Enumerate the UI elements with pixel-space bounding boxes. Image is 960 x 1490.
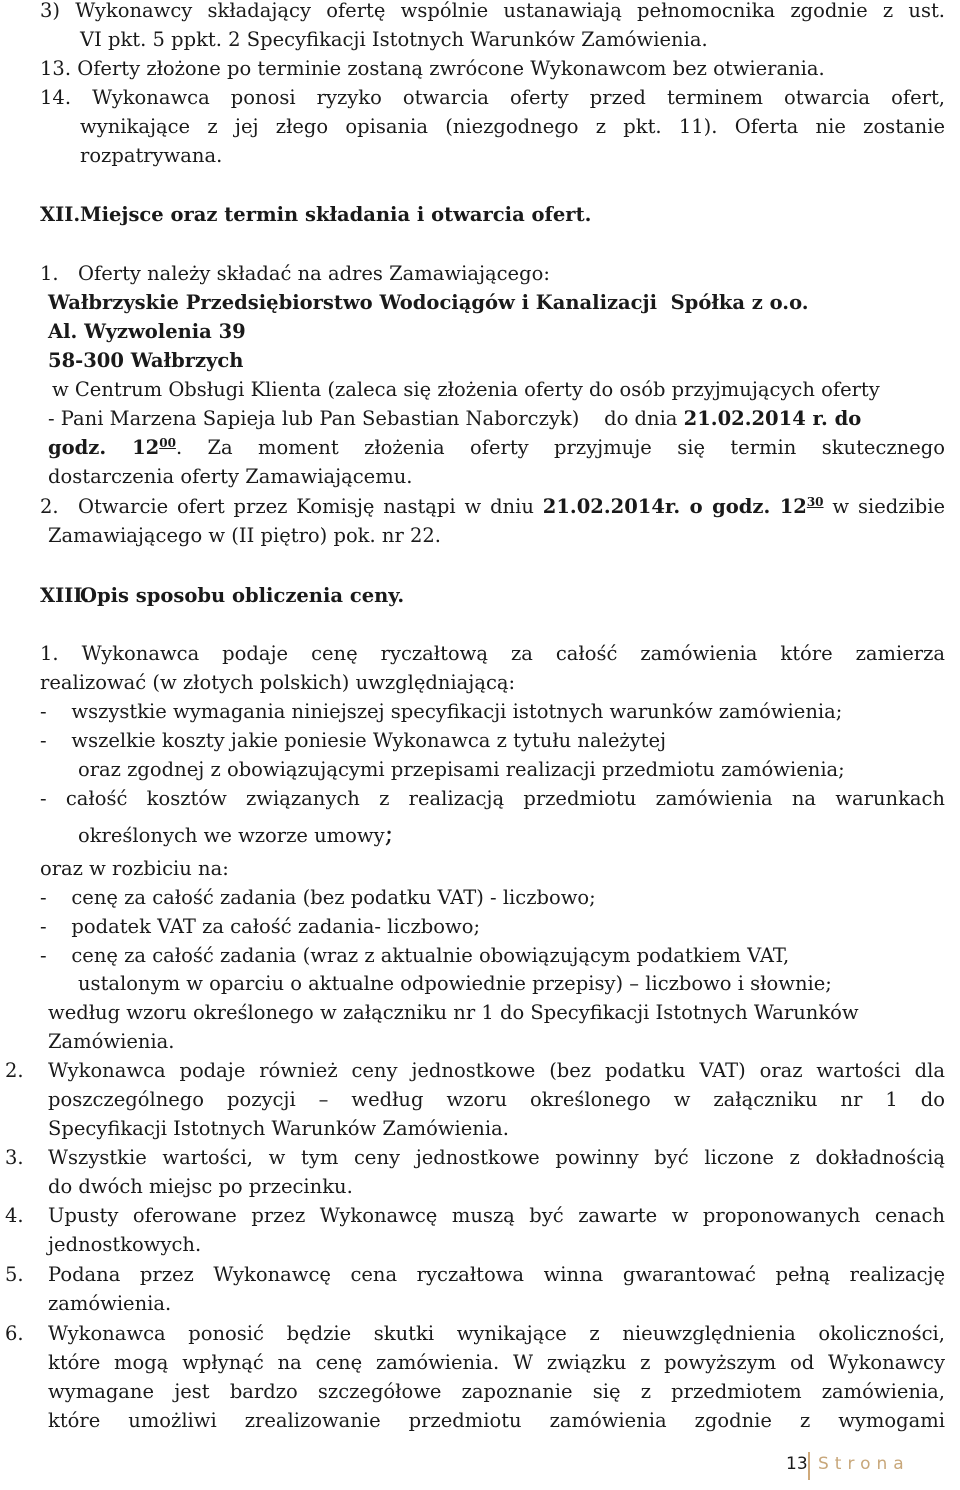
para-3-line-1: 3) Wykonawcy składający ofertę wspólnie ustanawiają pełnomocnika zgodnie z ust. — [40, 0, 945, 22]
page-label-text: Strona — [818, 1454, 910, 1474]
item-xiii-5-line-2: zamówienia. — [48, 1292, 172, 1315]
section-xiii-title: Opis sposobu obliczenia ceny. — [80, 584, 405, 607]
item-xiii-1-line-12: ustalonym w oparciu o aktualne odpowiednie przepisy) – liczbowo i słownie; — [78, 972, 832, 995]
item-xiii-4-line-1: Upusty oferowane przez Wykonawcę muszą być zawarte w proponowanych cenach — [48, 1204, 945, 1227]
item-xii-1-number: 1. — [40, 262, 59, 285]
item-xiii-3-line-1: Wszystkie wartości, w tym ceny jednostkowe powinny być liczone z dokładnością — [48, 1146, 945, 1169]
item-xii-2-number: 2. — [40, 495, 59, 518]
para-14-line-2: wynikające z jej złego opisania (niezgodnego z pkt. 11). Oferta nie zostanie — [80, 115, 945, 138]
opening-date: 21.02.2014r. o godz. 12 — [542, 495, 807, 518]
item-xiii-1-line-13: według wzoru określonego w załączniku nr 1 do Specyfikacji Istotnych Warunków — [48, 1001, 859, 1024]
item-xii-2-line-1-end: w siedzibie — [823, 495, 945, 518]
item-xii-1-line-7-text: . Za moment złożenia oferty przyjmuje się termin skutecznego — [175, 436, 945, 459]
deadline-date: 21.02.2014 r. do — [683, 407, 862, 430]
item-xiii-2-line-3: Specyfikacji Istotnych Warunków Zamówienia. — [48, 1117, 509, 1140]
opening-minutes: 30 — [806, 495, 824, 509]
item-xiii-1-line-7 — [78, 820, 393, 850]
item-xii-1-line-1: Oferty należy składać na adres Zamawiającego: — [78, 262, 550, 285]
item-xii-1-line-7 — [48, 434, 945, 462]
item-xiii-1-line-1: 1. Wykonawca podaje cenę ryczałtową za całość zamówienia które zamierza — [40, 642, 945, 665]
page-number: 13 — [786, 1454, 808, 1474]
section-xii-title: Miejsce oraz termin składania i otwarcia ofert. — [80, 203, 592, 226]
item-xiii-1-line-14: Zamówienia. — [48, 1030, 175, 1053]
item-xiii-1-line-7-text: określonych we wzorze umowy — [78, 824, 385, 847]
item-xii-2-line-1 — [78, 493, 945, 521]
item-xiii-6-line-4: które umożliwi zrealizowanie przedmiotu zamówienia zgodnie z wymogami — [48, 1409, 945, 1432]
item-xiii-6-line-2: które mogą wpłynąć na cenę zamówienia. W związku z powyższym od Wykonawcy — [48, 1351, 945, 1374]
item-xiii-1-line-9: - cenę za całość zadania (bez podatku VAT) - liczbowo; — [40, 886, 596, 909]
company-street: Al. Wyzwolenia 39 — [48, 320, 246, 343]
item-xiii-2-line-1: Wykonawca podaje również ceny jednostkowe (bez podatku VAT) oraz wartości dla — [48, 1059, 945, 1082]
para-3-line-2: VI pkt. 5 ppkt. 2 Specyfikacji Istotnych Warunków Zamówienia. — [80, 28, 708, 51]
item-xiii-3-line-2: do dwóch miejsc po przecinku. — [48, 1175, 353, 1198]
item-xiii-6-line-1: Wykonawca ponosić będzie skutki wynikające z nieuwzględnienia okoliczności, — [48, 1322, 945, 1345]
item-xii-2-line-2: Zamawiającego w (II piętro) pok. nr 22. — [48, 524, 441, 547]
item-xiii-4-number: 4. — [5, 1204, 24, 1227]
item-xiii-1-line-6: - całość kosztów związanych z realizacją przedmiotu zamówienia na warunkach — [40, 787, 945, 810]
item-xiii-1-line-4: - wszelkie koszty jakie poniesie Wykonawca z tytułu należytej — [40, 729, 667, 752]
item-xiii-1-line-11: - cenę za całość zadania (wraz z aktualnie obowiązującym podatkiem VAT, — [40, 944, 790, 967]
item-xii-1-line-5: w Centrum Obsługi Klienta (zaleca się złożenia oferty do osób przyjmujących oferty — [52, 378, 880, 401]
item-xii-1-line-6-text: - Pani Marzena Sapieja lub Pan Sebastian Naborczyk) do dnia — [48, 407, 684, 430]
section-xiii-number: XIII. — [40, 584, 90, 607]
item-xiii-1-line-8: oraz w rozbiciu na: — [40, 857, 229, 880]
item-xii-1-line-6 — [48, 405, 861, 433]
item-xiii-5-number: 5. — [5, 1263, 24, 1286]
para-13: 13. Oferty złożone po terminie zostaną zwrócone Wykonawcom bez otwierania. — [40, 57, 825, 80]
item-xiii-1-line-3: - wszystkie wymagania niniejszej specyfikacji istotnych warunków zamówienia; — [40, 700, 843, 723]
item-xiii-1-line-7-semicolon: ; — [384, 819, 394, 849]
item-xiii-2-line-2: poszczególnego pozycji – według wzoru określonego w załączniku nr 1 do — [48, 1088, 945, 1111]
para-14-line-3: rozpatrywana. — [80, 144, 223, 167]
page-label — [818, 1454, 910, 1474]
para-14-line-1: 14. Wykonawca ponosi ryzyko otwarcia oferty przed terminem otwarcia ofert, — [40, 86, 945, 109]
item-xiii-1-line-10: - podatek VAT za całość zadania- liczbowo; — [40, 915, 481, 938]
item-xiii-2-number: 2. — [5, 1059, 24, 1082]
deadline-hour: godz. 12 — [48, 436, 160, 459]
item-xiii-1-line-5: oraz zgodnej z obowiązującymi przepisami realizacji przedmiotu zamówienia; — [78, 758, 845, 781]
item-xiii-5-line-1: Podana przez Wykonawcę cena ryczałtowa winna gwarantować pełną realizację — [48, 1263, 945, 1286]
section-xii-number: XII. — [40, 203, 81, 226]
item-xiii-4-line-2: jednostkowych. — [48, 1233, 202, 1256]
company-name: Wałbrzyskie Przedsiębiorstwo Wodociągów i Kanalizacji Spółka z o.o. — [48, 291, 809, 314]
item-xiii-3-number: 3. — [5, 1146, 24, 1169]
item-xiii-1-line-2: realizować (w złotych polskich) uwzględniającą: — [40, 671, 516, 694]
deadline-minutes: 00 — [159, 436, 176, 450]
item-xii-1-line-8: dostarczenia oferty Zamawiającemu. — [48, 465, 413, 488]
item-xiii-6-line-3: wymagane jest bardzo szczegółowe zapoznanie się z przedmiotem zamówienia, — [48, 1380, 945, 1403]
footer-divider — [808, 1452, 810, 1480]
company-city: 58-300 Wałbrzych — [48, 349, 244, 372]
item-xiii-6-number: 6. — [5, 1322, 24, 1345]
item-xii-2-line-1-text: Otwarcie ofert przez Komisję nastąpi w dniu — [78, 495, 543, 518]
